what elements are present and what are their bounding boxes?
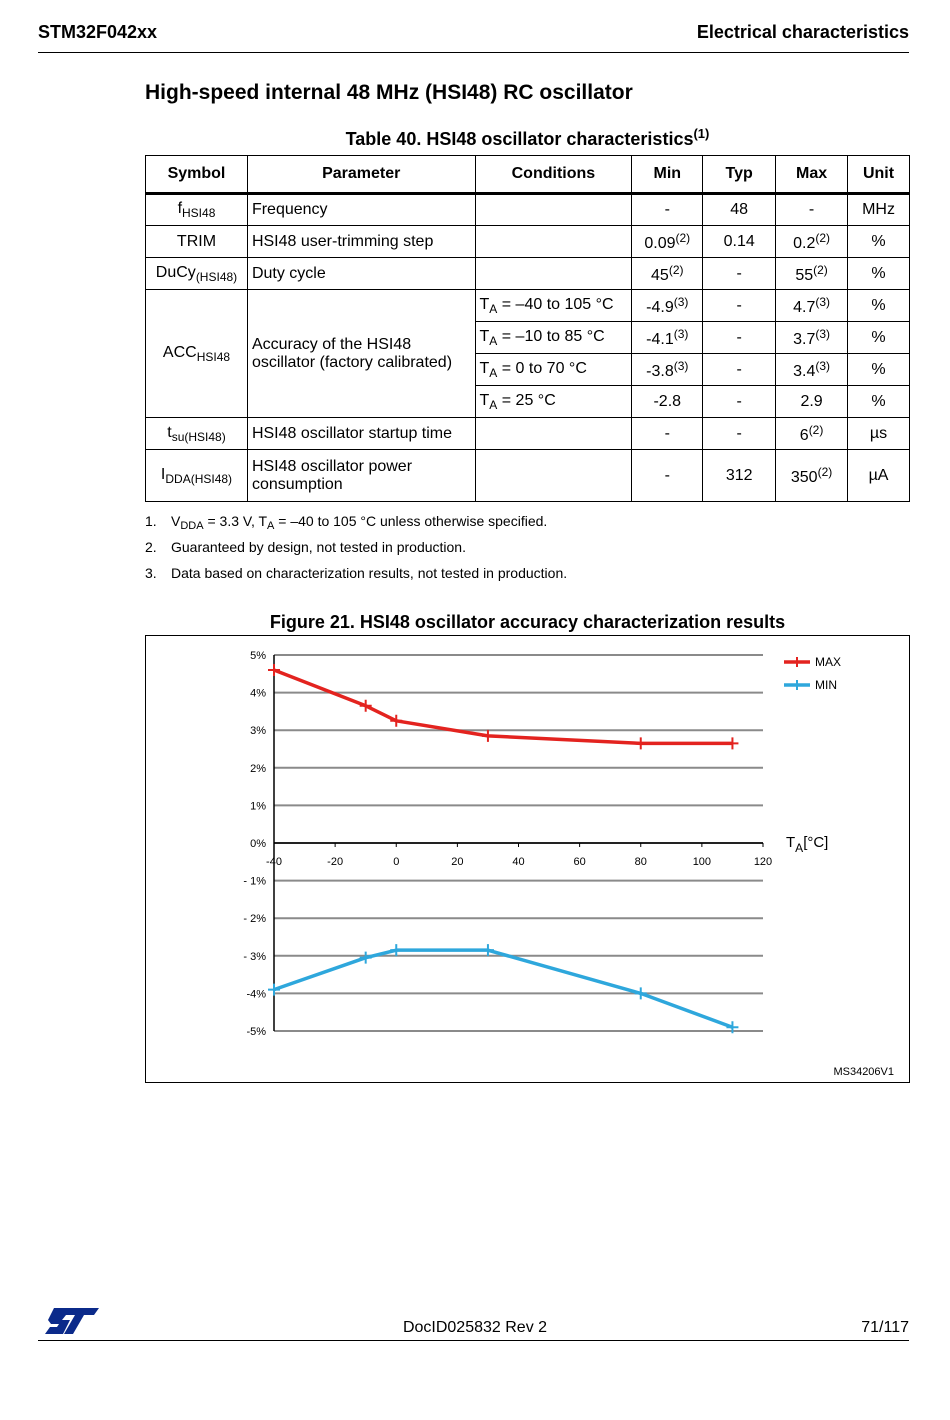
min-value: 45 — [651, 266, 669, 284]
max-cell: 2.9 — [776, 386, 848, 418]
symbol: f — [177, 200, 183, 217]
conditions-cell — [475, 322, 632, 354]
condition-range: = 0 to 70 °C — [497, 359, 587, 377]
parameter-cell: HSI48 user-trimming step — [247, 226, 475, 258]
unit-cell: % — [848, 226, 910, 258]
typ-cell: - — [703, 418, 776, 450]
col-header-typ: Typ — [703, 156, 776, 194]
data-point-min — [390, 944, 402, 956]
unit-cell: % — [848, 290, 910, 322]
parameter-cell: HSI48 oscillator power consumption — [247, 450, 475, 502]
min-cell: - — [632, 450, 703, 502]
min-cell — [632, 258, 703, 290]
footnote-part: = –40 to 105 °C unless otherwise specified. — [274, 513, 548, 529]
x-tick-label: 100 — [692, 856, 712, 868]
footnote-ref: (3) — [815, 358, 831, 373]
col-header-parameter: Parameter — [247, 156, 475, 194]
min-cell — [632, 290, 703, 322]
conditions-cell — [475, 290, 632, 322]
condition-symbol: T — [479, 295, 490, 313]
data-point-min — [635, 987, 647, 999]
data-point-max — [482, 730, 494, 742]
symbol-subscript: (HSI48) — [195, 269, 238, 284]
footnote-text — [171, 512, 547, 538]
max-cell — [776, 226, 848, 258]
x-tick-label: 20 — [451, 856, 464, 868]
table-row — [146, 194, 910, 226]
min-value: -4.9 — [646, 298, 674, 316]
data-point-max — [635, 737, 647, 749]
x-axis-label: $T_A[^\circ C]$ — [786, 834, 829, 855]
min-value: 0.09 — [644, 234, 676, 252]
min-value: -3.8 — [646, 362, 674, 380]
unit-cell: % — [848, 354, 910, 386]
col-header-unit: Unit — [848, 156, 910, 194]
max-value: 3.7 — [793, 330, 816, 348]
footnote-part: V — [171, 513, 181, 529]
max-value: 3.4 — [793, 362, 816, 380]
header-rule — [38, 52, 909, 53]
max-cell — [776, 354, 848, 386]
max-value: 6 — [799, 426, 809, 444]
y-tick-label: -4% — [246, 988, 266, 1001]
max-cell — [776, 290, 848, 322]
footnote-subscript: DDA — [180, 520, 204, 532]
unit-cell: % — [848, 258, 910, 290]
min-cell — [632, 354, 703, 386]
x-tick-label: -40 — [266, 856, 282, 868]
conditions-cell — [475, 194, 632, 226]
condition-subscript: A — [489, 365, 498, 380]
max-cell — [776, 450, 848, 502]
max-cell: - — [776, 194, 848, 226]
data-point-max — [360, 700, 372, 712]
typ-cell: - — [703, 258, 776, 290]
document-id: DocID025832 Rev 2 — [402, 1319, 548, 1336]
table-row — [146, 258, 910, 290]
table-header-row — [146, 156, 910, 194]
figure-caption: Figure 21. HSI48 oscillator accuracy characterization results — [269, 612, 786, 632]
symbol: t — [167, 423, 172, 441]
symbol: I — [160, 465, 166, 483]
min-cell: - — [632, 194, 703, 226]
page-number: 71/117 — [861, 1319, 909, 1336]
footnote-ref: (3) — [673, 326, 689, 341]
table-row — [146, 418, 910, 450]
footnote-ref: (2) — [813, 262, 828, 277]
x-tick-label: 120 — [753, 856, 773, 868]
figure-id: MS34206V1 — [833, 1066, 894, 1078]
table-caption-ref: (1) — [693, 126, 710, 141]
footnote-number: 1. — [145, 513, 157, 529]
table-row — [146, 226, 910, 258]
footnote-number: 2. — [145, 539, 157, 555]
conditions-cell — [475, 386, 632, 418]
typ-cell: 312 — [703, 450, 776, 502]
condition-symbol: T — [479, 391, 490, 409]
table-footnotes — [145, 512, 567, 590]
footnote-ref: (3) — [673, 294, 689, 309]
conditions-cell — [475, 258, 632, 290]
condition-symbol: T — [479, 327, 490, 345]
max-cell — [776, 258, 848, 290]
footnote-ref: (2) — [668, 262, 684, 277]
col-header-max: Max — [776, 156, 848, 194]
max-value: 4.7 — [793, 298, 816, 316]
typ-cell: - — [703, 386, 776, 418]
typ-cell: 0.14 — [703, 226, 776, 258]
condition-range: = –40 to 105 °C — [497, 295, 614, 313]
x-tick-label: 80 — [634, 856, 647, 868]
col-header-conditions: Conditions — [475, 156, 632, 194]
condition-subscript: A — [489, 397, 498, 412]
y-tick-label: 3% — [250, 725, 266, 738]
unit-cell: µA — [848, 450, 910, 502]
max-value: 0.2 — [793, 234, 816, 252]
unit-cell: MHz — [848, 194, 910, 226]
symbol-cell — [146, 194, 248, 226]
symbol-cell — [146, 258, 248, 290]
parameter-cell: Frequency — [247, 194, 475, 226]
footnote-ref: (2) — [817, 464, 833, 479]
unit-cell: µs — [848, 418, 910, 450]
footnote — [145, 512, 567, 538]
symbol-subscript: DDA(HSI48) — [165, 471, 233, 486]
data-point-min — [482, 944, 494, 956]
min-cell — [632, 322, 703, 354]
y-tick-label: - 3% — [243, 950, 266, 963]
conditions-cell — [475, 354, 632, 386]
footnote-ref: (2) — [808, 422, 824, 437]
condition-range: = 25 °C — [497, 391, 556, 409]
section-title: High-speed internal 48 MHz (HSI48) RC oscillator — [145, 81, 633, 104]
condition-subscript: A — [489, 333, 498, 348]
min-cell: - — [632, 418, 703, 450]
symbol-subscript: HSI48 — [182, 206, 216, 220]
series-line-max — [274, 670, 732, 743]
symbol-subscript: HSI48 — [196, 349, 231, 364]
footnote-number: 3. — [145, 565, 157, 581]
parameter-cell: HSI48 oscillator startup time — [247, 418, 475, 450]
conditions-cell — [475, 450, 632, 502]
unit-cell: % — [848, 322, 910, 354]
unit-cell: % — [848, 386, 910, 418]
parameter-cell: Duty cycle — [247, 258, 475, 290]
condition-subscript: A — [489, 301, 498, 316]
x-tick-label: 60 — [573, 856, 586, 868]
footnote-ref: (2) — [675, 230, 691, 245]
min-cell: -2.8 — [632, 386, 703, 418]
max-value: 55 — [795, 266, 814, 284]
footnote-text: Guaranteed by design, not tested in production. — [171, 539, 466, 555]
series-line-min — [274, 950, 732, 1027]
table-caption-text: Table 40. HSI48 oscillator characteristics — [345, 129, 694, 149]
footnote-ref: (2) — [815, 230, 831, 245]
symbol-cell — [146, 450, 248, 502]
y-tick-label: 4% — [250, 687, 266, 700]
footnote-text: Data based on characterization results, not tested in production. — [171, 565, 568, 581]
table-row — [146, 450, 910, 502]
parameter-cell: Accuracy of the HSI48 oscillator (factory calibrated) — [247, 290, 475, 418]
min-cell — [632, 226, 703, 258]
condition-range: = –10 to 85 °C — [497, 327, 605, 345]
condition-symbol: T — [479, 359, 490, 377]
section-header: Electrical characteristics — [696, 22, 909, 42]
symbol: ACC — [162, 343, 197, 361]
y-tick-label: - 1% — [243, 875, 266, 888]
conditions-cell — [475, 226, 632, 258]
legend-label-max: MAX — [815, 655, 842, 669]
y-tick-label: 1% — [250, 800, 266, 813]
typ-cell: - — [703, 354, 776, 386]
accuracy-chart — [145, 635, 910, 1083]
footnote — [145, 564, 567, 590]
conditions-cell — [475, 418, 632, 450]
footnote — [145, 538, 567, 564]
max-cell — [776, 322, 848, 354]
data-point-min — [360, 952, 372, 964]
y-tick-label: 0% — [250, 838, 266, 850]
hsi48-characteristics-table — [145, 155, 910, 502]
x-tick-label: -20 — [327, 856, 344, 868]
min-value: -4.1 — [646, 330, 674, 348]
typ-cell: - — [703, 322, 776, 354]
symbol-cell: TRIM — [146, 226, 248, 258]
table-row — [146, 290, 910, 322]
typ-cell: 48 — [703, 194, 776, 226]
y-tick-label: - 2% — [243, 913, 266, 926]
footnote-part: = 3.3 V, T — [203, 513, 268, 529]
footnote-subscript: A — [267, 520, 275, 532]
max-value: 350 — [790, 468, 818, 486]
data-point-max — [390, 715, 402, 727]
footnote-ref: (3) — [815, 294, 831, 309]
y-tick-label: -5% — [246, 1026, 266, 1038]
footer-rule — [38, 1340, 909, 1341]
x-tick-label: 0 — [393, 856, 400, 868]
table-caption — [145, 126, 910, 150]
footnote-ref: (3) — [815, 326, 831, 341]
x-tick-label: 40 — [512, 856, 525, 868]
col-header-min: Min — [632, 156, 703, 194]
footnote-ref: (3) — [673, 358, 689, 373]
symbol: DuCy — [155, 263, 196, 281]
data-point-max — [268, 664, 280, 676]
legend-label-min: MIN — [815, 678, 837, 692]
document-part-number: STM32F042xx — [38, 22, 158, 42]
accuracy-chart-svg — [146, 636, 911, 1084]
symbol-subscript: su(HSI48) — [171, 429, 226, 444]
typ-cell: - — [703, 290, 776, 322]
data-point-max — [726, 737, 738, 749]
y-tick-label: 2% — [250, 762, 266, 775]
col-header-symbol: Symbol — [146, 156, 248, 194]
y-tick-label: 5% — [250, 650, 266, 662]
max-cell — [776, 418, 848, 450]
symbol-cell — [146, 290, 248, 418]
symbol-cell — [146, 418, 248, 450]
